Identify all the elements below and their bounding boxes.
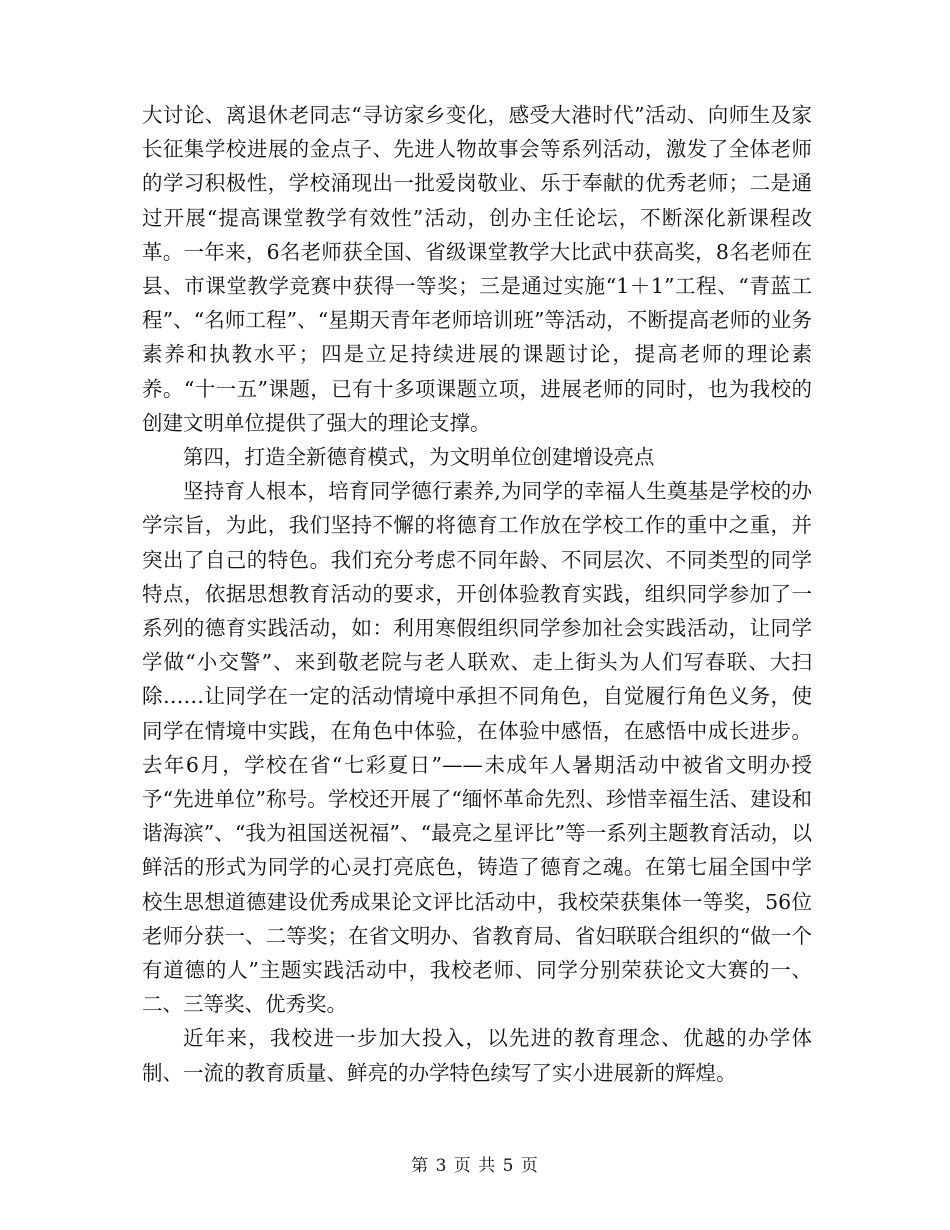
section-heading: 第四，打造全新德育模式，为文明单位创建增设亮点 (183, 445, 655, 470)
page-number-footer: 第 3 页 共 5 页 (411, 1156, 539, 1176)
paragraph-moral-education: 坚持育人根本，培育同学德行素养,为同学的幸福人生奠基是学校的办学宗旨，为此，我们坚持不懈的将德育工作放在学校工作的重中之重，并突出了自己的特色。我们充分考虑不同年龄、不同层次、不同类型的同学特点，依据思想教育活动的要求，开创体验教育实践，组织同学参加了一系列的德育实践活动，如：利用寒假组织同学参加社会实践活动，让同学学做“小交警”、来到敬老院与老人联欢、走上街头为人们写春联、大扫除……让同学在一定的活动情境中承担不同角色，自觉履行角色义务，使同学在情境中实践，在角色中体验，在体验中感悟，在感悟中成长进步。去年6月，学校在省“七彩夏日”——未成年人暑期活动中被省文明办授予“先进单位”称号。学校还开展了“缅怀革命先烈、珍惜幸福生活、建设和谐海滨”、“我为祖国送祝福”、“最亮之星评比”等一系列主题教育活动，以鲜活的形式为同学的心灵打亮底色，铸造了德育之魂。在第七届全国中学校生思想道德建设优秀成果论文评比活动中，我校荣获集体一等奖，56位老师分获一、二等奖；在省文明办、省教育局、省妇联联合组织的“做一个有道德的人”主题实践活动中，我校老师、同学分别荣获论文大赛的一、二、三等奖、优秀奖。 (142, 479, 812, 1017)
paragraph-continuation: 大讨论、离退休老同志“寻访家乡变化，感受大港时代”活动、向师生及家长征集学校进展的金点子、先进人物故事会等系列活动，激发了全体老师的学习积极性，学校涌现出一批爱岗敬业、乐于奉献的优秀老师；二是通过开展“提高课堂教学有效性”活动，创办主任论坛，不断深化新课程改革。一年来，6名老师获全国、省级课堂教学大比武中获高奖，8名老师在县、市课堂教学竞赛中获得一等奖；三是通过实施“1＋1”工程、“青蓝工程”、“名师工程”、“星期天青年老师培训班”等活动，不断提高老师的业务素养和执教水平；四是立足持续进展的课题讨论，提高老师的理论素养。“十一五”课题，已有十多项课题立项，进展老师的同时，也为我校的创建文明单位提供了强大的理论支撑。 (142, 103, 812, 435)
document-body (142, 98, 812, 1090)
paragraph-closing: 近年来，我校进一步加大投入，以先进的教育理念、优越的办学体制、一流的教育质量、鲜亮的办学特色续写了实小进展新的辉煌。 (142, 1026, 812, 1085)
